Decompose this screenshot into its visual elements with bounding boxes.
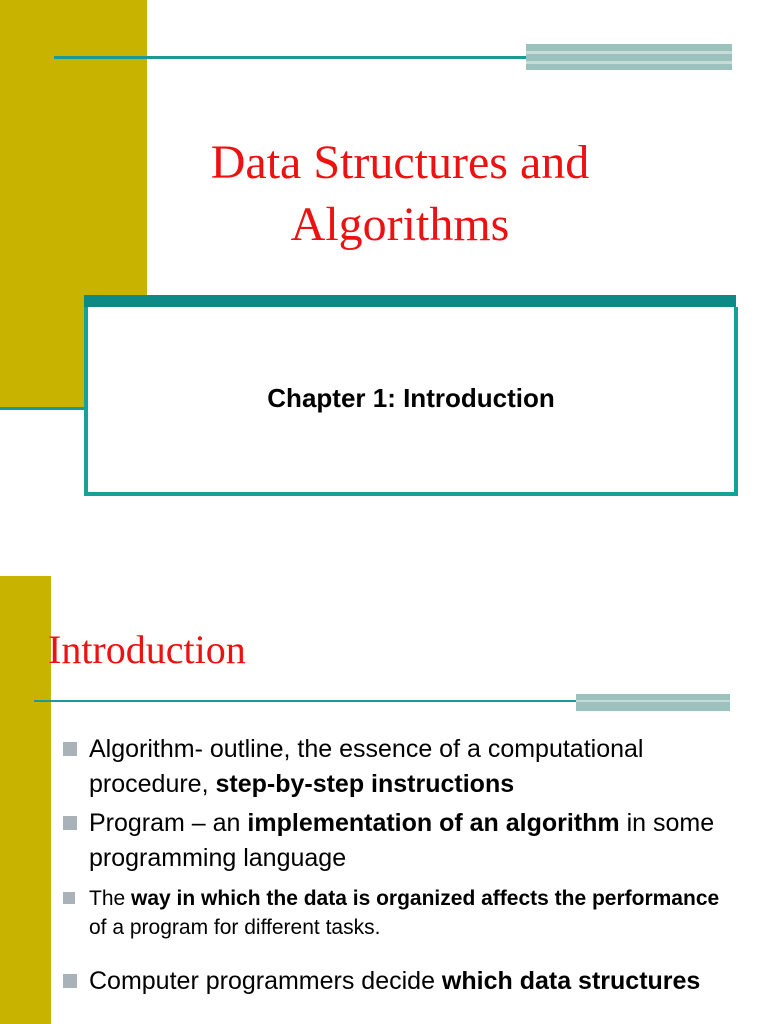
bullet-list bbox=[62, 732, 732, 1003]
bullet-item bbox=[62, 806, 732, 876]
subtitle-box bbox=[84, 307, 738, 496]
bullet-text: Algorithm- outline, the essence of a computational procedure, bbox=[89, 735, 644, 798]
bullet-text: Computer programmers decide bbox=[89, 967, 442, 995]
slide-subtitle: Chapter 1: Introduction bbox=[267, 383, 555, 413]
left-rule-line bbox=[0, 407, 86, 410]
bullet-text: The bbox=[89, 887, 132, 910]
slide-title-line-1: Data Structures and bbox=[210, 136, 590, 189]
bullet-item bbox=[62, 964, 732, 999]
bullet-bold-text: implementation of an algorithm bbox=[247, 809, 620, 837]
title-decor-bar bbox=[576, 694, 730, 711]
top-decor-bar bbox=[526, 44, 732, 70]
bullet-item bbox=[62, 732, 732, 802]
bullet-text: Program – an bbox=[89, 809, 248, 837]
bullet-text: in some programming language bbox=[89, 809, 715, 872]
bullet-text: of a program for different tasks. bbox=[89, 916, 381, 939]
bullet-item bbox=[62, 884, 732, 942]
olive-accent-block bbox=[0, 576, 51, 1024]
bullet-bold-text: which data structures bbox=[441, 967, 701, 995]
slide-title bbox=[160, 132, 640, 256]
subtitle-box-top-bar bbox=[84, 295, 736, 307]
slide-title: Introduction bbox=[48, 627, 246, 672]
slide-title-line-2: Algorithms bbox=[290, 198, 510, 251]
bullet-bold-text: step-by-step instructions bbox=[215, 770, 515, 798]
bullet-bold-text: way in which the data is organized affects the performance bbox=[131, 887, 720, 910]
slide-2 bbox=[0, 576, 768, 1024]
